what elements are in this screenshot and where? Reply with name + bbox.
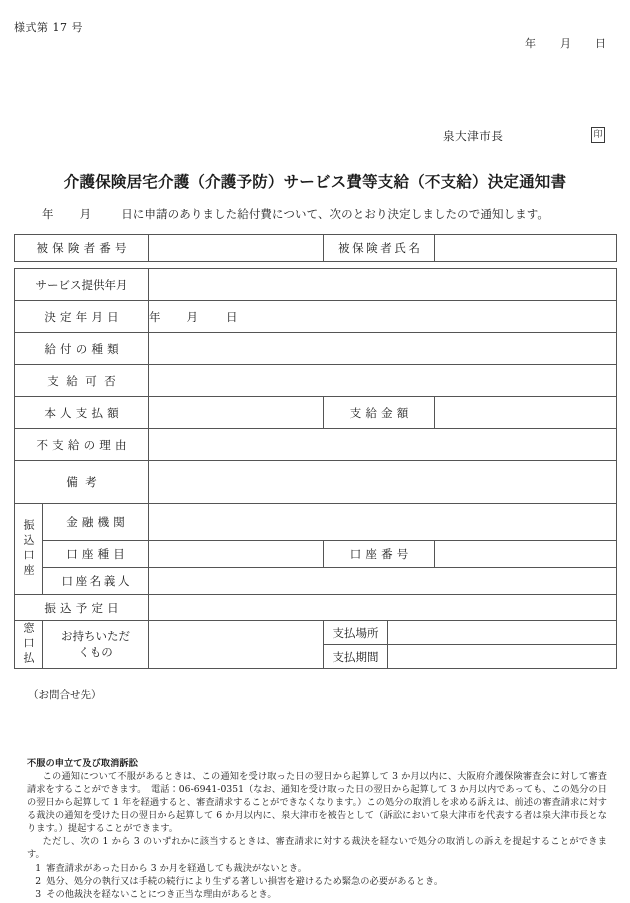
- account-number-value[interactable]: [435, 541, 617, 568]
- legal-item-1-text: 審査請求があった日から 3 か月を経過しても裁決がないとき。: [46, 862, 308, 874]
- payment-period-value[interactable]: [388, 645, 617, 669]
- legal-item-3-text: その他裁決を経ないことにつき正当な理由があるとき。: [46, 888, 277, 900]
- contact-note: （お問合せ先）: [28, 689, 102, 701]
- insured-name-label: 被保険者氏名: [324, 235, 435, 262]
- payment-place-label: 支払場所: [324, 621, 388, 645]
- self-payment-value[interactable]: [149, 397, 324, 429]
- decision-month: 月: [186, 309, 198, 324]
- counter-payment-table: [14, 620, 617, 669]
- account-holder-label: 口座名義人: [43, 568, 149, 595]
- legal-item-1-number: 1: [35, 862, 42, 874]
- table-row-self-payment: [15, 397, 617, 429]
- table-row-remarks: [15, 461, 617, 504]
- bring-items-label: [43, 621, 149, 669]
- legal-item-2: [27, 875, 607, 888]
- service-month-value[interactable]: [149, 269, 617, 301]
- financial-institution-value[interactable]: [149, 504, 617, 541]
- table-row-financial-institution: [15, 504, 617, 541]
- table-row: [15, 235, 617, 262]
- bring-items-label-line1: お持ちいただ: [61, 628, 130, 643]
- counter-payment-label: [15, 621, 43, 669]
- transfer-date-label: 振込予定日: [15, 595, 149, 622]
- legal-paragraph-1: この通知について不服があるときは、この通知を受け取った日の翌日から起算して 3 か月以内に、大阪府介護保険審査会に対して審査請求をすることができます。 電話：06-6941-0351（なお、通知を受け取った日の翌日から起算して 3 か月以内であっても、この処分の日の翌日から起算して 1 年を経過すると、審査請求することができなくなります。）この処分の取消しを求める訴えは、前述の審査請求に対する裁決の通知を受けた日の翌日から起算して 6 か月以内に、泉大津市を被告として（訴訟において泉大津市を代表する者は泉大津市長となります。）提起することができます。: [27, 771, 607, 835]
- legal-item-3: [27, 888, 607, 901]
- account-type-value[interactable]: [149, 541, 324, 568]
- legal-notice: [27, 757, 607, 901]
- transfer-account-label: [15, 504, 43, 595]
- denial-reason-value[interactable]: [149, 429, 617, 461]
- lead-month: 月: [79, 207, 92, 221]
- table-row-denial-reason: [15, 429, 617, 461]
- insured-person-table: [14, 234, 617, 262]
- decision-date-value[interactable]: [149, 301, 617, 333]
- lead-sentence: [42, 206, 549, 222]
- form-number: 様式第 17 号: [14, 21, 83, 34]
- header-date-day: 日: [595, 37, 606, 50]
- table-row-approval: [15, 365, 617, 397]
- legal-item-3-number: 3: [35, 888, 42, 900]
- header-date-line: [525, 35, 606, 51]
- bring-items-label-line2: くもの: [78, 644, 113, 659]
- counter-payment-vertical-text: 窓口払: [22, 622, 35, 667]
- insured-name-value[interactable]: [435, 235, 617, 262]
- legal-paragraph-2: ただし、次の 1 から 3 のいずれかに該当するときは、審査請求に対する裁決を経ないで処分の取消しの訴えを提起することができます。: [27, 836, 607, 861]
- lead-year: 年: [42, 207, 54, 221]
- approval-value[interactable]: [149, 365, 617, 397]
- payment-place-value[interactable]: [388, 621, 617, 645]
- lead-rest: 日に申請のありました給付費について、次のとおり決定しましたので通知します。: [121, 207, 550, 221]
- payment-amount-value[interactable]: [435, 397, 617, 429]
- table-row-transfer-date: [15, 595, 617, 622]
- page-title: 介護保険居宅介護（介護予防）サービス費等支給（不支給）決定通知書: [63, 172, 567, 191]
- transfer-account-vertical-text: 振込口座: [22, 519, 35, 579]
- table-row-benefit-type: [15, 333, 617, 365]
- header-date-month: 月: [560, 37, 571, 50]
- service-month-label: サービス提供年月: [15, 269, 149, 301]
- issuer-name: 泉大津市長: [443, 129, 504, 143]
- legal-item-2-text: 処分、処分の執行又は手続の続行により生ずる著しい損害を避けるため緊急の必要があるとき。: [46, 875, 444, 887]
- decision-detail-table: [14, 268, 617, 622]
- decision-year: 年: [149, 309, 161, 324]
- transfer-date-value[interactable]: [149, 595, 617, 622]
- benefit-type-label: 給付の種類: [15, 333, 149, 365]
- payment-amount-label: 支給金額: [324, 397, 435, 429]
- financial-institution-label: 金融機関: [43, 504, 149, 541]
- payment-period-label: 支払期間: [324, 645, 388, 669]
- insured-number-value[interactable]: [149, 235, 324, 262]
- table-row-service-month: [15, 269, 617, 301]
- approval-label: 支給可否: [15, 365, 149, 397]
- legal-heading: 不服の申立て及び取消訴訟: [27, 758, 138, 769]
- table-row-account-type: [15, 541, 617, 568]
- account-holder-value[interactable]: [149, 568, 617, 595]
- remarks-value[interactable]: [149, 461, 617, 504]
- header-date-year: 年: [525, 37, 536, 50]
- legal-item-2-number: 2: [35, 875, 42, 887]
- denial-reason-label: 不支給の理由: [15, 429, 149, 461]
- insured-number-label: 被保険者番号: [15, 235, 149, 262]
- legal-item-1: [27, 862, 607, 875]
- remarks-label: 備考: [15, 461, 149, 504]
- decision-day: 日: [226, 309, 238, 324]
- benefit-type-value[interactable]: [149, 333, 617, 365]
- decision-date-label: 決定年月日: [15, 301, 149, 333]
- bring-items-value[interactable]: [149, 621, 324, 669]
- account-type-label: 口座種目: [43, 541, 149, 568]
- seal-stamp-icon: 印: [591, 127, 605, 143]
- account-number-label: 口座番号: [324, 541, 435, 568]
- self-payment-label: 本人支払額: [15, 397, 149, 429]
- table-row-account-holder: [15, 568, 617, 595]
- table-row-payment-place: [15, 621, 617, 645]
- table-row-decision-date: [15, 301, 617, 333]
